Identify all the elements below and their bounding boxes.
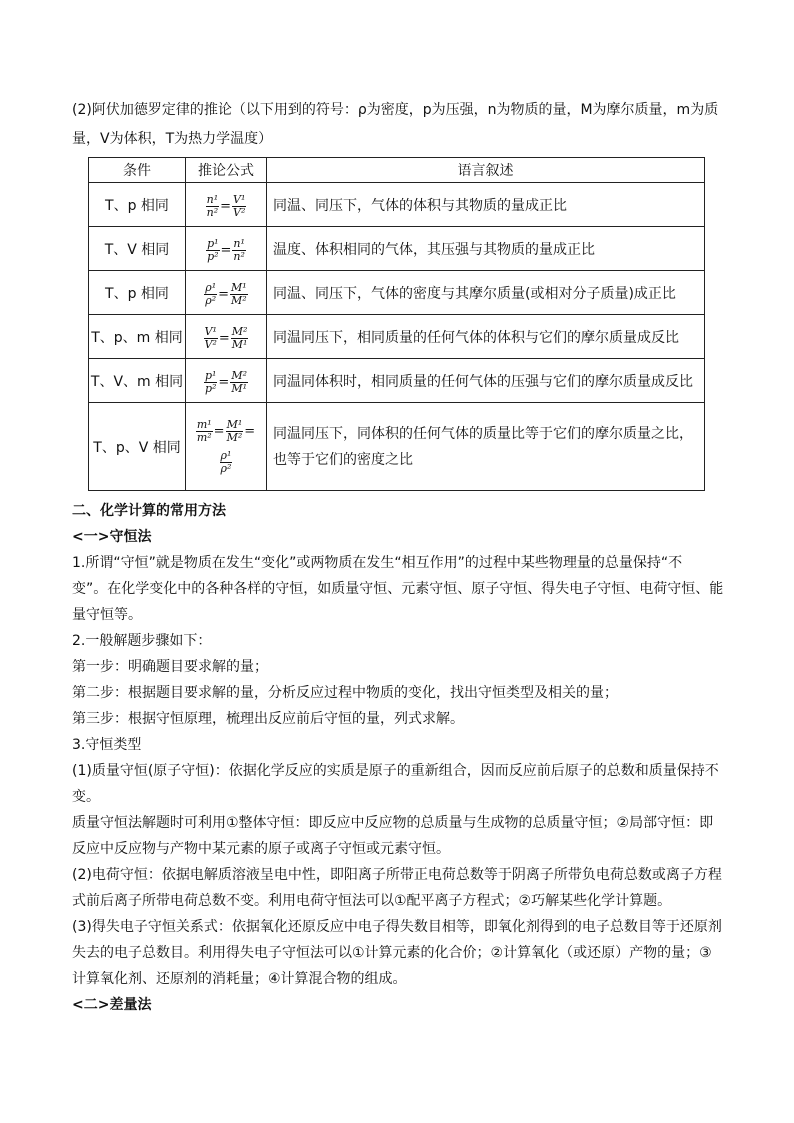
formula: $\frac{\text{m¹}}{\text{m²}}$ = $\frac{\text{M¹}}{\text{M²}}$ =: [196, 417, 256, 444]
avogadro-law-table: [88, 157, 705, 491]
formula-num: M²: [231, 324, 248, 338]
formula: $\frac{\text{p¹}}{\text{p²}}$ = $\frac{\text{M²}}{\text{M¹}}$: [204, 368, 248, 395]
formula: $\frac{\text{p¹}}{\text{p²}}$ = $\frac{\text{n¹}}{\text{n²}}$: [207, 236, 245, 263]
step-line: 第二步：根据题目要求解的量，分析反应过程中物质的变化，找出守恒类型及相关的量；: [72, 685, 618, 701]
paragraph-line: 3.守恒类型: [72, 737, 142, 753]
header-formula: 推论公式: [186, 158, 267, 183]
formula-den: V²: [233, 205, 246, 219]
table-row: [89, 227, 705, 271]
condition-cell: T、p 相同: [89, 271, 186, 315]
formula-num: p¹: [207, 236, 219, 250]
formula-num: M¹: [226, 417, 243, 431]
paragraph-line: 式前后离子所带电荷总数不变。利用电荷守恒法可以①配平离子方程式；②巧解某些化学计算题。: [72, 893, 672, 909]
description-cell: 同温、同压下，气体的密度与其摩尔质量(或相对分子质量)成正比: [267, 271, 705, 315]
description-cell: 同温同体积时，相同质量的任何气体的压强与它们的摩尔质量成反比: [267, 359, 705, 403]
formula-den: M¹: [231, 337, 248, 351]
condition-cell: T、p、m 相同: [89, 315, 186, 359]
header-description: 语言叙述: [267, 158, 705, 183]
description-cell: 温度、体积相同的气体，其压强与其物质的量成正比: [267, 227, 705, 271]
formula-den: n²: [233, 249, 245, 263]
step-line: 第三步：根据守恒原理，梳理出反应前后守恒的量，列式求解。: [72, 711, 464, 727]
formula-num: V¹: [204, 324, 217, 338]
condition-cell: T、V 相同: [89, 227, 186, 271]
paragraph-line: (2)电荷守恒：依据电解质溶液呈电中性，即阳离子所带正电荷总数等于阴离子所带负电荷总数或离子方程: [72, 867, 722, 883]
formula-den: p²: [207, 249, 219, 263]
formula-num: p¹: [204, 368, 217, 382]
formula-cell: [186, 227, 267, 271]
table-row: [89, 403, 705, 491]
formula-num: ρ¹: [220, 448, 232, 462]
intro-line-1: (2)阿伏加德罗定律的推论（以下用到的符号：ρ为密度，p为压强，n为物质的量，M为摩尔质量，m为质: [72, 102, 719, 118]
formula-den: M²: [231, 293, 247, 307]
description-cell: 同温同压下，相同质量的任何气体的体积与它们的摩尔质量成反比: [267, 315, 705, 359]
description-line: 也等于它们的密度之比: [273, 451, 413, 468]
intro-line-2: 量，V为体积，T为热力学温度）: [72, 131, 273, 147]
formula-num: M²: [231, 368, 248, 382]
table-row: [89, 359, 705, 403]
table-row: [89, 183, 705, 227]
description-cell: 同温、同压下，气体的体积与其物质的量成正比: [267, 183, 705, 227]
intro-paragraph: [72, 96, 732, 154]
paragraph-line: 计算氧化剂、还原剂的消耗量；④计算混合物的组成。: [72, 971, 407, 987]
table-row: [89, 315, 705, 359]
formula-cell: [186, 315, 267, 359]
condition-cell: T、p、V 相同: [89, 403, 186, 491]
paragraph-line: 反应中反应物与产物中某元素的原子或离子守恒或元素守恒。: [72, 841, 450, 857]
formula-den: ρ²: [205, 293, 217, 307]
formula-num: n¹: [233, 236, 245, 250]
formula: $\frac{\text{V¹}}{\text{V²}}$ = $\frac{\text{M²}}{\text{M¹}}$: [204, 324, 248, 351]
formula-den: M²: [226, 430, 243, 444]
table-row: [89, 271, 705, 315]
step-line: 第一步：明确题目要求解的量；: [72, 659, 268, 675]
formula-den: m²: [196, 430, 212, 444]
condition-cell: T、V、m 相同: [89, 359, 186, 403]
formula-den: V²: [204, 337, 217, 351]
formula-den: p²: [204, 381, 217, 395]
formula: $\frac{\text{n¹}}{\text{n²}}$ = $\frac{\text{V¹}}{\text{V²}}$: [206, 192, 246, 219]
formula-den: ρ²: [220, 461, 232, 475]
subsection-title-difference: <二>差量法: [72, 997, 152, 1013]
formula-cell: [186, 271, 267, 315]
subsection-title-conservation: <一>守恒法: [72, 529, 152, 545]
paragraph-line: 2.一般解题步骤如下：: [72, 633, 212, 649]
formula-num: ρ¹: [205, 280, 217, 294]
formula: $\frac{\text{ρ¹}}{\text{ρ²}}$ = $\frac{\text{M¹}}{\text{M²}}$: [205, 280, 247, 307]
paragraph-line: (1)质量守恒(原子守恒)：依据化学反应的实质是原子的重新组合，因而反应前后原子的总数和质量保持不变。: [72, 763, 719, 805]
formula-num: n¹: [206, 192, 219, 206]
formula-den: M¹: [231, 381, 248, 395]
paragraph-line: (3)得失电子守恒关系式：依据氧化还原反应中电子得失数目相等，即氧化剂得到的电子总数目等于还原剂: [72, 919, 722, 935]
formula-cell: [186, 359, 267, 403]
paragraph-line: 量守恒等。: [72, 607, 142, 623]
formula-cell: [186, 403, 267, 491]
section-title: 二、化学计算的常用方法: [72, 503, 226, 519]
header-condition: 条件: [89, 158, 186, 183]
formula-cell: [186, 183, 267, 227]
section-calculation-methods: [72, 498, 732, 1018]
paragraph-line: 质量守恒法解题时可利用①整体守恒：即反应中反应物的总质量与生成物的总质量守恒；②局部守恒：即: [72, 815, 714, 831]
description-line: 同温同压下，同体积的任何气体的质量比等于它们的摩尔质量之比，: [273, 425, 693, 442]
paragraph-line: 1.所谓“守恒”就是物质在发生“变化”或两物质在发生“相互作用”的过程中某些物理量的总量保持“不: [72, 555, 683, 571]
formula-num: M¹: [231, 280, 247, 294]
description-cell: [267, 403, 705, 491]
formula-num: V¹: [233, 192, 246, 206]
table-header-row: [89, 158, 705, 183]
paragraph-line: 变”。在化学变化中的各种各样的守恒，如质量守恒、元素守恒、原子守恒、得失电子守恒、电荷守恒、能: [72, 581, 724, 597]
formula-third: [220, 450, 233, 475]
formula-num: m¹: [196, 417, 212, 431]
paragraph-line: 失去的电子总数目。利用得失电子守恒法可以①计算元素的化合价；②计算氧化（或还原）产物的量；③: [72, 945, 712, 961]
formula-den: n²: [206, 205, 219, 219]
condition-cell: T、p 相同: [89, 183, 186, 227]
